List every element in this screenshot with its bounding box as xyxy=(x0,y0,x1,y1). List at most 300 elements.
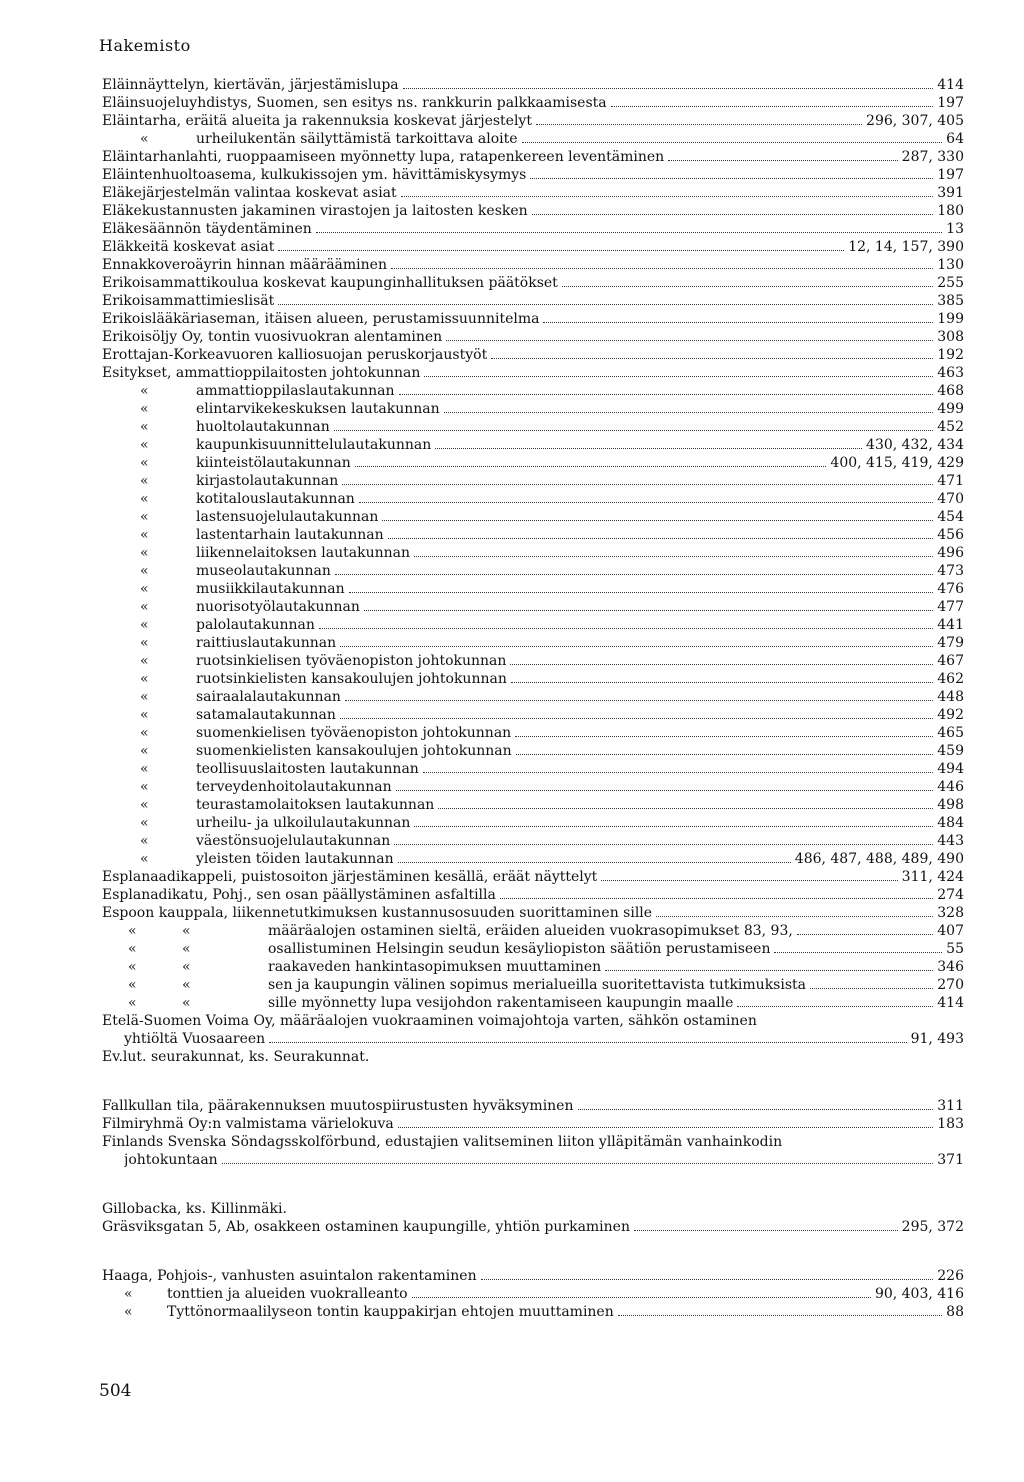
dot-leader xyxy=(515,736,933,737)
entry-text: Gillobacka, ks. Killinmäki. xyxy=(102,1201,287,1217)
ditto-mark: « xyxy=(140,671,149,687)
index-entry xyxy=(102,706,964,724)
entry-pages: 199 xyxy=(937,311,964,327)
ditto-mark: « xyxy=(128,977,137,993)
ditto-mark: « xyxy=(140,653,149,669)
ditto-marks xyxy=(102,832,196,850)
index-entry xyxy=(102,202,964,220)
ditto-mark: « xyxy=(124,1304,133,1320)
entry-pages: 311 xyxy=(937,1098,964,1114)
entry-pages: 443 xyxy=(937,833,964,849)
index-entry xyxy=(102,778,964,796)
dot-leader xyxy=(522,142,943,143)
dot-leader xyxy=(359,502,933,503)
entry-pages: 430, 432, 434 xyxy=(866,437,964,453)
entry-pages: 452 xyxy=(937,419,964,435)
ditto-marks xyxy=(102,976,268,994)
ditto-mark: « xyxy=(182,995,191,1011)
index-entry xyxy=(102,1030,964,1048)
entry-pages: 12, 14, 157, 390 xyxy=(848,239,964,255)
index-entry xyxy=(102,472,964,490)
entry-pages: 91, 493 xyxy=(910,1031,964,1047)
ditto-mark: « xyxy=(140,815,149,831)
ditto-marks xyxy=(102,958,268,976)
entry-text: suomenkielisten kansakoulujen johtokunnan xyxy=(196,743,512,759)
dot-leader xyxy=(605,970,933,971)
ditto-marks xyxy=(102,760,196,778)
entry-text: Espoon kauppala, liikennetutkimuksen kustannusosuuden suorittaminen sille xyxy=(102,905,653,921)
entry-text: Erottajan-Korkeavuoren kalliosuojan peruskorjaustyöt xyxy=(102,347,488,363)
index-entry xyxy=(102,796,964,814)
dot-leader xyxy=(435,448,862,449)
entry-pages: 255 xyxy=(937,275,964,291)
entry-pages: 90, 403, 416 xyxy=(874,1286,964,1302)
entry-text: tonttien ja alueiden vuokralleanto xyxy=(167,1286,408,1302)
entry-text: ruotsinkielisten kansakoulujen johtokunnan xyxy=(196,671,507,687)
dot-leader xyxy=(530,178,933,179)
entry-pages: 498 xyxy=(937,797,964,813)
entry-text: Etelä-Suomen Voima Oy, määräalojen vuokraaminen voimajohtoja varten, sähkön ostaminen xyxy=(102,1013,757,1029)
ditto-marks xyxy=(102,850,196,868)
entry-text: yleisten töiden lautakunnan xyxy=(196,851,394,867)
ditto-marks xyxy=(102,634,196,652)
ditto-marks xyxy=(102,688,196,706)
ditto-marks xyxy=(102,1303,167,1321)
section-gap xyxy=(102,1169,964,1200)
entry-pages: 270 xyxy=(937,977,964,993)
entry-pages: 479 xyxy=(937,635,964,651)
entry-text: Eläkekustannusten jakaminen virastojen ja laitosten kesken xyxy=(102,203,528,219)
ditto-marks xyxy=(102,652,196,670)
index-entry xyxy=(102,940,964,958)
index-entry xyxy=(102,310,964,328)
dot-leader xyxy=(414,826,933,827)
entry-text: määräalojen ostaminen sieltä, eräiden alueiden vuokrasopimukset 83, 93, xyxy=(268,923,793,939)
ditto-mark: « xyxy=(140,797,149,813)
dot-leader xyxy=(403,88,934,89)
entry-pages: 484 xyxy=(937,815,964,831)
entry-pages: 470 xyxy=(937,491,964,507)
ditto-marks xyxy=(102,670,196,688)
ditto-marks xyxy=(102,400,196,418)
index-entry xyxy=(102,382,964,400)
entry-text: urheilu- ja ulkoilulautakunnan xyxy=(196,815,411,831)
entry-text: Esplanaadikappeli, puistosoiton järjestäminen kesällä, eräät näyttelyt xyxy=(102,869,598,885)
entry-pages: 385 xyxy=(937,293,964,309)
dot-leader xyxy=(500,898,933,899)
entry-pages: 456 xyxy=(937,527,964,543)
entry-text: ammattioppilaslautakunnan xyxy=(196,383,395,399)
ditto-mark: « xyxy=(140,473,149,489)
entry-pages: 197 xyxy=(937,95,964,111)
ditto-mark: « xyxy=(140,635,149,651)
entry-text: satamalautakunnan xyxy=(196,707,336,723)
ditto-marks xyxy=(102,436,196,454)
ditto-mark: « xyxy=(140,707,149,723)
entry-text: Erikoisöljy Oy, tontin vuosivuokran alentaminen xyxy=(102,329,443,345)
ditto-marks xyxy=(102,598,196,616)
entry-text: Gräsviksgatan 5, Ab, osakkeen ostaminen kaupungille, yhtiön purkaminen xyxy=(102,1219,630,1235)
ditto-mark: « xyxy=(140,689,149,705)
index-entry xyxy=(102,1097,964,1115)
ditto-mark: « xyxy=(140,383,149,399)
ditto-marks xyxy=(102,418,196,436)
entry-text: osallistuminen Helsingin seudun kesäyliopiston säätiön perustamiseen xyxy=(268,941,771,957)
dot-leader xyxy=(334,430,934,431)
entry-text: Fallkullan tila, päärakennuksen muutospiirustusten hyväksyminen xyxy=(102,1098,574,1114)
dot-leader xyxy=(278,304,933,305)
ditto-mark: « xyxy=(124,1286,133,1302)
dot-leader xyxy=(222,1163,934,1164)
entry-text: musiikkilautakunnan xyxy=(196,581,345,597)
entry-text: sen ja kaupungin välinen sopimus merialueilla suoritettavista tutkimuksista xyxy=(268,977,806,993)
dot-leader xyxy=(340,718,933,719)
ditto-marks xyxy=(102,130,196,148)
ditto-mark: « xyxy=(182,977,191,993)
ditto-mark: « xyxy=(140,581,149,597)
ditto-marks xyxy=(102,490,196,508)
entry-pages: 130 xyxy=(937,257,964,273)
entry-pages: 371 xyxy=(937,1152,964,1168)
ditto-mark: « xyxy=(140,437,149,453)
dot-leader xyxy=(446,340,933,341)
ditto-marks xyxy=(102,724,196,742)
entry-pages: 287, 330 xyxy=(901,149,964,165)
dot-leader xyxy=(398,1127,933,1128)
index-entry xyxy=(102,166,964,184)
entry-text: ruotsinkielisen työväenopiston johtokunnan xyxy=(196,653,507,669)
ditto-mark: « xyxy=(182,923,191,939)
dot-leader xyxy=(424,376,933,377)
entry-pages: 414 xyxy=(937,995,964,1011)
entry-pages: 296, 307, 405 xyxy=(866,113,964,129)
dot-leader xyxy=(394,844,933,845)
entry-pages: 477 xyxy=(937,599,964,615)
page-number: 504 xyxy=(99,1381,132,1401)
index-entry xyxy=(102,634,964,652)
dot-leader xyxy=(532,214,934,215)
entry-pages: 226 xyxy=(937,1268,964,1284)
entry-text: Eläkkeitä koskevat asiat xyxy=(102,239,275,255)
dot-leader xyxy=(611,106,934,107)
index-entry xyxy=(102,922,964,940)
index-entry xyxy=(102,76,964,94)
section-gap xyxy=(102,1236,964,1267)
dot-leader xyxy=(399,394,934,395)
entry-pages: 494 xyxy=(937,761,964,777)
entry-pages: 400, 415, 419, 429 xyxy=(830,455,964,471)
index-entry xyxy=(102,1285,964,1303)
index-entry xyxy=(102,1200,964,1218)
dot-leader xyxy=(364,610,933,611)
dot-leader xyxy=(656,916,933,917)
index-entry xyxy=(102,670,964,688)
ditto-mark: « xyxy=(140,743,149,759)
index-entry xyxy=(102,958,964,976)
entry-pages: 463 xyxy=(937,365,964,381)
entry-pages: 446 xyxy=(937,779,964,795)
ditto-marks xyxy=(102,526,196,544)
entry-pages: 496 xyxy=(937,545,964,561)
index-entry xyxy=(102,724,964,742)
dot-leader xyxy=(269,1042,906,1043)
entry-text: nuorisotyölautakunnan xyxy=(196,599,360,615)
dot-leader xyxy=(398,862,791,863)
index-entry xyxy=(102,760,964,778)
entry-text: Erikoisammattikoulua koskevat kaupunginhallituksen päätökset xyxy=(102,275,558,291)
index-entry xyxy=(102,1115,964,1133)
entry-text: lastentarhain lautakunnan xyxy=(196,527,384,543)
ditto-mark: « xyxy=(128,923,137,939)
entry-text: Ev.lut. seurakunnat, ks. Seurakunnat. xyxy=(102,1049,370,1065)
dot-leader xyxy=(618,1315,942,1316)
ditto-mark: « xyxy=(140,509,149,525)
dot-leader xyxy=(543,322,933,323)
entry-pages: 468 xyxy=(937,383,964,399)
index-entry xyxy=(102,562,964,580)
dot-leader xyxy=(536,124,862,125)
index-entry xyxy=(102,346,964,364)
dot-leader xyxy=(382,520,933,521)
ditto-marks xyxy=(102,994,268,1012)
section-gap xyxy=(102,1066,964,1097)
index-entry xyxy=(102,868,964,886)
entry-text: Esplanadikatu, Pohj., sen osan päällystäminen asfaltilla xyxy=(102,887,496,903)
entry-text: väestönsuojelulautakunnan xyxy=(196,833,391,849)
index-entry xyxy=(102,148,964,166)
entry-text: Ennakkoveroäyrin hinnan määrääminen xyxy=(102,257,387,273)
dot-leader xyxy=(342,484,933,485)
entry-pages: 13 xyxy=(946,221,964,237)
dot-leader xyxy=(412,1297,871,1298)
index-entry xyxy=(102,94,964,112)
index-entry xyxy=(102,1133,964,1151)
entry-pages: 462 xyxy=(937,671,964,687)
ditto-mark: « xyxy=(140,761,149,777)
entry-text: Esitykset, ammattioppilaitosten johtokunnan xyxy=(102,365,421,381)
index-entry xyxy=(102,994,964,1012)
ditto-mark: « xyxy=(140,455,149,471)
entry-pages: 471 xyxy=(937,473,964,489)
entry-pages: 64 xyxy=(946,131,964,147)
entry-text: suomenkielisen työväenopiston johtokunnan xyxy=(196,725,512,741)
ditto-marks xyxy=(102,922,268,940)
index-entry xyxy=(102,1303,964,1321)
entry-text: Eläkesäännön täydentäminen xyxy=(102,221,312,237)
index-entry xyxy=(102,1267,964,1285)
ditto-marks xyxy=(102,508,196,526)
index-entry xyxy=(102,580,964,598)
entry-pages: 492 xyxy=(937,707,964,723)
dot-leader xyxy=(491,358,933,359)
index-entry xyxy=(102,418,964,436)
ditto-marks xyxy=(102,472,196,490)
ditto-marks xyxy=(102,742,196,760)
index-entry xyxy=(102,598,964,616)
ditto-mark: « xyxy=(140,833,149,849)
entry-pages: 55 xyxy=(946,941,964,957)
index-entry xyxy=(102,220,964,238)
ditto-mark: « xyxy=(128,959,137,975)
ditto-mark: « xyxy=(140,545,149,561)
entry-text: huoltolautakunnan xyxy=(196,419,330,435)
index-entry xyxy=(102,274,964,292)
ditto-mark: « xyxy=(140,779,149,795)
dot-leader xyxy=(774,952,942,953)
entry-text: yhtiöltä Vuosaareen xyxy=(124,1031,266,1047)
index-entry xyxy=(102,328,964,346)
dot-leader xyxy=(340,646,933,647)
entry-text: sairaalalautakunnan xyxy=(196,689,341,705)
index-entry xyxy=(102,400,964,418)
entry-pages: 454 xyxy=(937,509,964,525)
ditto-marks xyxy=(102,454,196,472)
ditto-mark: « xyxy=(140,131,149,147)
entry-pages: 328 xyxy=(937,905,964,921)
dot-leader xyxy=(423,772,933,773)
entry-text: Eläintarha, eräitä alueita ja rakennuksia koskevat järjestelyt xyxy=(102,113,532,129)
entry-pages: 295, 372 xyxy=(901,1219,964,1235)
entry-pages: 183 xyxy=(937,1116,964,1132)
index-entry xyxy=(102,814,964,832)
index-entry xyxy=(102,904,964,922)
index-entry xyxy=(102,184,964,202)
entry-text: Finlands Svenska Söndagsskolförbund, edustajien valitseminen liiton ylläpitämän vanhainkodin xyxy=(102,1134,783,1150)
index-entry xyxy=(102,130,964,148)
ditto-marks xyxy=(102,796,196,814)
index-entry xyxy=(102,508,964,526)
entry-pages: 459 xyxy=(937,743,964,759)
entry-pages: 311, 424 xyxy=(901,869,964,885)
entry-text: Eläinsuojeluyhdistys, Suomen, sen esitys ns. rankkurin palkkaamisesta xyxy=(102,95,607,111)
entry-text: raittiuslautakunnan xyxy=(196,635,337,651)
entry-text: Eläintarhanlahti, ruoppaamiseen myönnetty lupa, ratapenkereen leventäminen xyxy=(102,149,665,165)
entry-text: elintarvikekeskuksen lautakunnan xyxy=(196,401,440,417)
dot-leader xyxy=(345,700,933,701)
entry-text: Filmiryhmä Oy:n valmistama värielokuva xyxy=(102,1116,394,1132)
entry-pages: 414 xyxy=(937,77,964,93)
ditto-mark: « xyxy=(140,725,149,741)
entry-text: Eläintenhuoltoasema, kulkukissojen ym. hävittämiskysymys xyxy=(102,167,527,183)
entry-text: museolautakunnan xyxy=(196,563,331,579)
entry-text: raakaveden hankintasopimuksen muuttaminen xyxy=(268,959,602,975)
entry-pages: 499 xyxy=(937,401,964,417)
dot-leader xyxy=(414,556,933,557)
index-entry xyxy=(102,1012,964,1030)
ditto-marks xyxy=(102,580,196,598)
dot-leader xyxy=(438,808,933,809)
entry-pages: 476 xyxy=(937,581,964,597)
dot-leader xyxy=(278,250,844,251)
index-entry xyxy=(102,526,964,544)
dot-leader xyxy=(668,160,897,161)
entry-pages: 88 xyxy=(946,1304,964,1320)
entry-text: Erikoisammattimieslisät xyxy=(102,293,275,309)
dot-leader xyxy=(355,466,827,467)
index-entry xyxy=(102,1151,964,1169)
entry-text: johtokuntaan xyxy=(124,1152,218,1168)
index-entry xyxy=(102,238,964,256)
ditto-mark: « xyxy=(140,617,149,633)
index-entry xyxy=(102,454,964,472)
dot-leader xyxy=(511,682,933,683)
entry-text: terveydenhoitolautakunnan xyxy=(196,779,392,795)
index-entry xyxy=(102,490,964,508)
entry-pages: 391 xyxy=(937,185,964,201)
ditto-mark: « xyxy=(140,491,149,507)
index-entry xyxy=(102,112,964,130)
ditto-mark: « xyxy=(182,941,191,957)
index-entry xyxy=(102,436,964,454)
index-entry xyxy=(102,616,964,634)
dot-leader xyxy=(481,1279,934,1280)
dot-leader xyxy=(319,628,933,629)
dot-leader xyxy=(737,1006,933,1007)
ditto-mark: « xyxy=(128,995,137,1011)
dot-leader xyxy=(444,412,934,413)
entry-pages: 407 xyxy=(937,923,964,939)
entry-pages: 465 xyxy=(937,725,964,741)
entry-text: Erikoislääkäriaseman, itäisen alueen, perustamissuunnitelma xyxy=(102,311,540,327)
entry-text: teurastamolaitoksen lautakunnan xyxy=(196,797,435,813)
dot-leader xyxy=(797,934,933,935)
dot-leader xyxy=(562,286,933,287)
ditto-mark: « xyxy=(140,563,149,579)
entry-text: Eläkejärjestelmän valintaa koskevat asiat xyxy=(102,185,397,201)
running-header: Hakemisto xyxy=(99,36,191,55)
entry-text: palolautakunnan xyxy=(196,617,315,633)
ditto-marks xyxy=(102,940,268,958)
index-entry xyxy=(102,832,964,850)
index-entry xyxy=(102,292,964,310)
index-entry xyxy=(102,850,964,868)
ditto-mark: « xyxy=(140,599,149,615)
entry-text: Tyttönormaalilyseon tontin kauppakirjan ehtojen muuttaminen xyxy=(167,1304,614,1320)
index-entry xyxy=(102,886,964,904)
entry-pages: 486, 487, 488, 489, 490 xyxy=(794,851,964,867)
index-entry xyxy=(102,1218,964,1236)
index-entry xyxy=(102,742,964,760)
dot-leader xyxy=(601,880,897,881)
entry-pages: 467 xyxy=(937,653,964,669)
dot-leader xyxy=(396,790,934,791)
entry-pages: 192 xyxy=(937,347,964,363)
dot-leader xyxy=(335,574,933,575)
ditto-mark: « xyxy=(128,941,137,957)
index-entry xyxy=(102,256,964,274)
index-entry xyxy=(102,544,964,562)
index-entry xyxy=(102,1048,964,1066)
dot-leader xyxy=(316,232,942,233)
index-entry xyxy=(102,976,964,994)
entry-pages: 441 xyxy=(937,617,964,633)
entry-text: teollisuuslaitosten lautakunnan xyxy=(196,761,419,777)
ditto-marks xyxy=(102,562,196,580)
ditto-marks xyxy=(102,616,196,634)
ditto-mark: « xyxy=(140,419,149,435)
index-entry xyxy=(102,688,964,706)
index-entry xyxy=(102,364,964,382)
dot-leader xyxy=(388,538,934,539)
ditto-marks xyxy=(102,706,196,724)
dot-leader xyxy=(810,988,933,989)
entry-text: Eläinnäyttelyn, kiertävän, järjestämislupa xyxy=(102,77,399,93)
entry-text: kotitalouslautakunnan xyxy=(196,491,355,507)
entry-text: liikennelaitoksen lautakunnan xyxy=(196,545,411,561)
entry-text: Haaga, Pohjois-, vanhusten asuintalon rakentaminen xyxy=(102,1268,477,1284)
entry-text: kirjastolautakunnan xyxy=(196,473,339,489)
entry-text: kiinteistölautakunnan xyxy=(196,455,351,471)
